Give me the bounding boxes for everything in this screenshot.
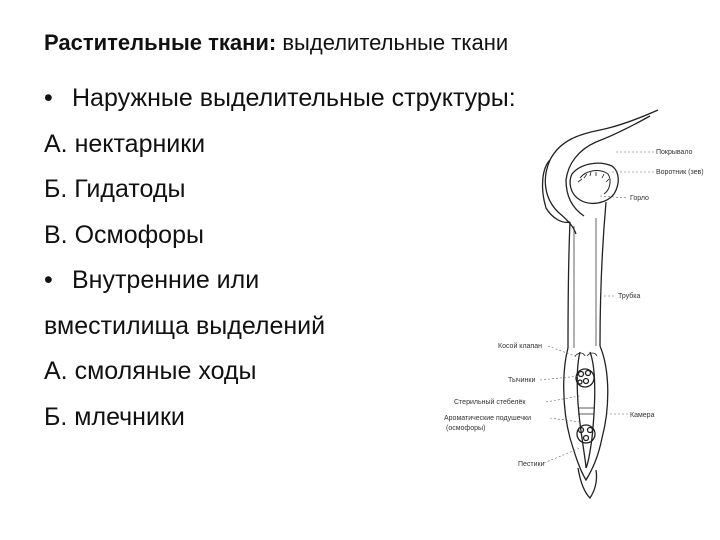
list-item: В. Осмофоры bbox=[44, 220, 204, 249]
list-item: Б. млечники bbox=[44, 402, 185, 431]
bullet-line bbox=[44, 258, 464, 304]
label-tube: Трубка bbox=[618, 293, 641, 300]
label-stamens: Тычинки bbox=[508, 377, 536, 384]
label-osmophores-sub: (осмофоры) bbox=[446, 425, 486, 432]
mouth-inner bbox=[580, 171, 610, 194]
label-pistils: Пестики bbox=[518, 461, 545, 468]
bullet-line bbox=[44, 76, 516, 122]
spathe-base bbox=[578, 468, 597, 498]
slide-title-rest: выделительные ткани bbox=[276, 30, 509, 55]
label-chamber: Камера bbox=[630, 412, 655, 419]
label-valve: Косой клапан bbox=[498, 343, 542, 350]
list-item: А. смоляные ходы bbox=[44, 357, 257, 385]
slide-title-bold: Растительные ткани: bbox=[44, 30, 277, 55]
tube-right-wall bbox=[600, 202, 606, 346]
list-item: вместилища выделений bbox=[44, 311, 326, 340]
label-osmophores: Ароматические подушечки bbox=[444, 415, 531, 422]
bullet-icon: • bbox=[44, 266, 53, 294]
list-item: А. нектарники bbox=[44, 129, 206, 158]
slide-title bbox=[44, 30, 508, 56]
line-text: Наружные выделительные структуры: bbox=[72, 84, 516, 112]
line-text: Внутренние или bbox=[72, 266, 260, 294]
mouth-outline bbox=[570, 163, 618, 203]
list-item: Б. Гидатоды bbox=[44, 175, 186, 203]
label-throat: Горло bbox=[630, 195, 649, 202]
arum-flower-diagram bbox=[420, 108, 704, 508]
bullet-icon: • bbox=[44, 84, 53, 112]
label-sterile-stalk: Стерильный стебелёк bbox=[454, 399, 526, 406]
label-spathe: Покрывало bbox=[656, 149, 693, 156]
tube-left-wall bbox=[568, 222, 570, 348]
label-collar: Воротник (зев) bbox=[656, 169, 704, 176]
